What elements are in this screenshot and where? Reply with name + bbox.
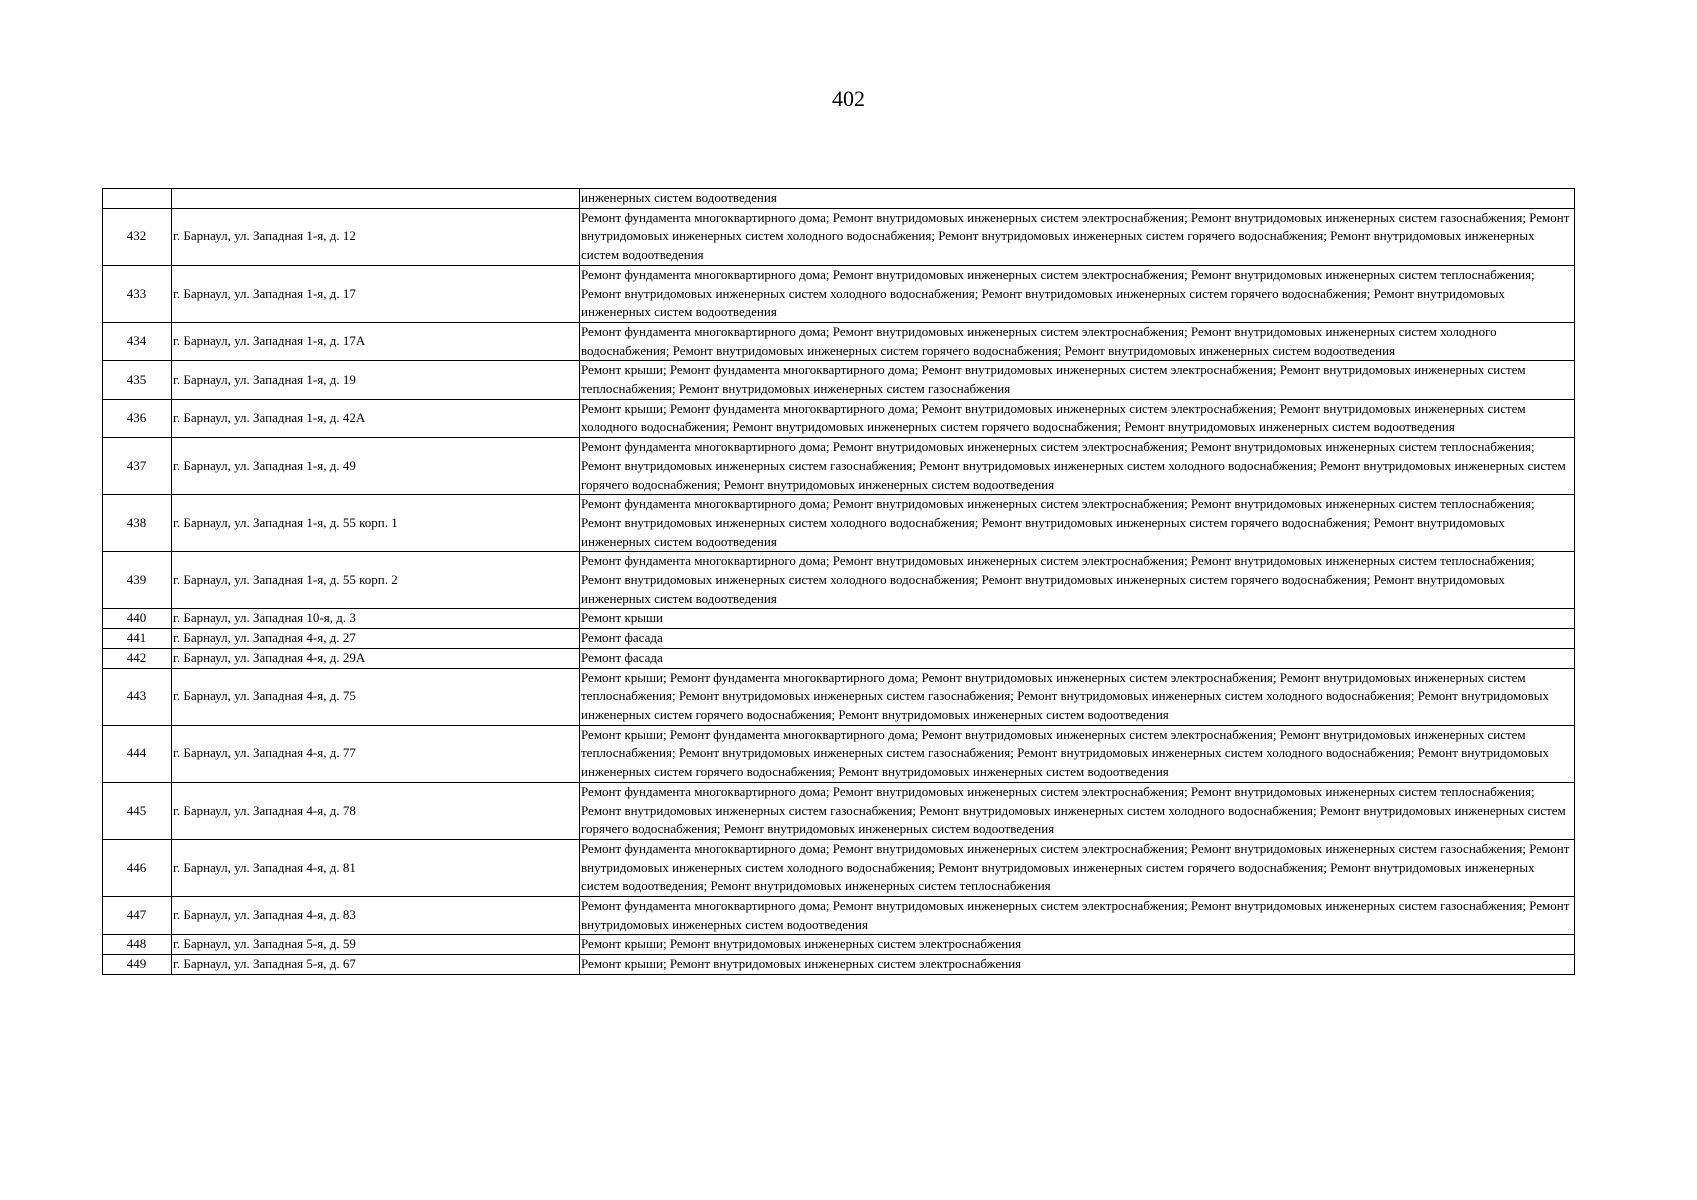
row-number: 445 — [103, 782, 172, 839]
building-address: г. Барнаул, ул. Западная 10-я, д. 3 — [172, 609, 580, 629]
repair-works: Ремонт фундамента многоквартирного дома; Ремонт внутридомовых инженерных систем электроснабжения; Ремонт внутридомовых инженерных систем теплоснабжения; Ремонт внутридомовых инженерных систем газоснабжения; Ремонт внутридомовых инженерных систем холодного водоснабжения; Ремонт внутридомовых инженерных систем горячего водоснабжения; Ремонт внутридомовых инженерных систем водоотведения — [580, 438, 1575, 495]
repair-works: Ремонт фундамента многоквартирного дома; Ремонт внутридомовых инженерных систем электроснабжения; Ремонт внутридомовых инженерных систем теплоснабжения; Ремонт внутридомовых инженерных систем холодного водоснабжения; Ремонт внутридомовых инженерных систем горячего водоснабжения; Ремонт внутридомовых инженерных систем водоотведения — [580, 552, 1575, 609]
table-row — [103, 322, 1575, 360]
row-number: 447 — [103, 897, 172, 935]
repair-works: Ремонт фундамента многоквартирного дома; Ремонт внутридомовых инженерных систем электроснабжения; Ремонт внутридомовых инженерных систем теплоснабжения; Ремонт внутридомовых инженерных систем холодного водоснабжения; Ремонт внутридомовых инженерных систем горячего водоснабжения; Ремонт внутридомовых инженерных систем водоотведения — [580, 495, 1575, 552]
repair-works: Ремонт фасада — [580, 648, 1575, 668]
repair-works: Ремонт фундамента многоквартирного дома; Ремонт внутридомовых инженерных систем электроснабжения; Ремонт внутридомовых инженерных систем теплоснабжения; Ремонт внутридомовых инженерных систем холодного водоснабжения; Ремонт внутридомовых инженерных систем горячего водоснабжения; Ремонт внутридомовых инженерных систем водоотведения — [580, 265, 1575, 322]
building-address — [172, 189, 580, 209]
row-number: 448 — [103, 935, 172, 955]
building-address: г. Барнаул, ул. Западная 1-я, д. 49 — [172, 438, 580, 495]
table-row — [103, 208, 1575, 265]
building-address: г. Барнаул, ул. Западная 4-я, д. 83 — [172, 897, 580, 935]
table-row — [103, 399, 1575, 437]
building-address: г. Барнаул, ул. Западная 4-я, д. 27 — [172, 629, 580, 649]
building-address: г. Барнаул, ул. Западная 4-я, д. 78 — [172, 782, 580, 839]
table-row — [103, 495, 1575, 552]
table-row — [103, 438, 1575, 495]
repair-works: Ремонт фасада — [580, 629, 1575, 649]
table-row — [103, 725, 1575, 782]
repair-works: Ремонт крыши; Ремонт фундамента многоквартирного дома; Ремонт внутридомовых инженерных систем электроснабжения; Ремонт внутридомовых инженерных систем теплоснабжения; Ремонт внутридомовых инженерных систем газоснабжения; Ремонт внутридомовых инженерных систем холодного водоснабжения; Ремонт внутридомовых инженерных систем горячего водоснабжения; Ремонт внутридомовых инженерных систем водоотведения — [580, 725, 1575, 782]
repair-works: Ремонт фундамента многоквартирного дома; Ремонт внутридомовых инженерных систем электроснабжения; Ремонт внутридомовых инженерных систем газоснабжения; Ремонт внутридомовых инженерных систем холодного водоснабжения; Ремонт внутридомовых инженерных систем горячего водоснабжения; Ремонт внутридомовых инженерных систем водоотведения; Ремонт внутридомовых инженерных систем теплоснабжения — [580, 839, 1575, 896]
row-number: 437 — [103, 438, 172, 495]
table-row — [103, 629, 1575, 649]
repair-works: Ремонт крыши; Ремонт фундамента многоквартирного дома; Ремонт внутридомовых инженерных систем электроснабжения; Ремонт внутридомовых инженерных систем теплоснабжения; Ремонт внутридомовых инженерных систем газоснабжения; Ремонт внутридомовых инженерных систем холодного водоснабжения; Ремонт внутридомовых инженерных систем горячего водоснабжения; Ремонт внутридомовых инженерных систем водоотведения — [580, 668, 1575, 725]
row-number: 442 — [103, 648, 172, 668]
table-row — [103, 955, 1575, 975]
building-address: г. Барнаул, ул. Западная 1-я, д. 55 корп. 2 — [172, 552, 580, 609]
row-number: 446 — [103, 839, 172, 896]
row-number: 440 — [103, 609, 172, 629]
repair-works: Ремонт крыши; Ремонт фундамента многоквартирного дома; Ремонт внутридомовых инженерных систем электроснабжения; Ремонт внутридомовых инженерных систем холодного водоснабжения; Ремонт внутридомовых инженерных систем горячего водоснабжения; Ремонт внутридомовых инженерных систем водоотведения — [580, 399, 1575, 437]
repair-works: Ремонт крыши — [580, 609, 1575, 629]
page-number: 402 — [832, 86, 865, 111]
repair-works-table — [102, 188, 1575, 975]
repair-works: Ремонт крыши; Ремонт внутридомовых инженерных систем электроснабжения — [580, 935, 1575, 955]
building-address: г. Барнаул, ул. Западная 1-я, д. 19 — [172, 361, 580, 399]
building-address: г. Барнаул, ул. Западная 5-я, д. 59 — [172, 935, 580, 955]
building-address: г. Барнаул, ул. Западная 4-я, д. 29А — [172, 648, 580, 668]
repair-works: Ремонт фундамента многоквартирного дома; Ремонт внутридомовых инженерных систем электроснабжения; Ремонт внутридомовых инженерных систем газоснабжения; Ремонт внутридомовых инженерных систем водоотведения — [580, 897, 1575, 935]
repair-works: инженерных систем водоотведения — [580, 189, 1575, 209]
row-number: 443 — [103, 668, 172, 725]
building-address: г. Барнаул, ул. Западная 1-я, д. 12 — [172, 208, 580, 265]
row-number: 449 — [103, 955, 172, 975]
repair-works: Ремонт крыши; Ремонт фундамента многоквартирного дома; Ремонт внутридомовых инженерных систем электроснабжения; Ремонт внутридомовых инженерных систем теплоснабжения; Ремонт внутридомовых инженерных систем газоснабжения — [580, 361, 1575, 399]
building-address: г. Барнаул, ул. Западная 1-я, д. 17 — [172, 265, 580, 322]
repair-works: Ремонт фундамента многоквартирного дома; Ремонт внутридомовых инженерных систем электроснабжения; Ремонт внутридомовых инженерных систем теплоснабжения; Ремонт внутридомовых инженерных систем газоснабжения; Ремонт внутридомовых инженерных систем холодного водоснабжения; Ремонт внутридомовых инженерных систем горячего водоснабжения; Ремонт внутридомовых инженерных систем водоотведения — [580, 782, 1575, 839]
row-number: 434 — [103, 322, 172, 360]
table-row — [103, 361, 1575, 399]
building-address: г. Барнаул, ул. Западная 1-я, д. 17А — [172, 322, 580, 360]
table-row — [103, 648, 1575, 668]
row-number: 433 — [103, 265, 172, 322]
table-body — [103, 189, 1575, 975]
building-address: г. Барнаул, ул. Западная 5-я, д. 67 — [172, 955, 580, 975]
building-address: г. Барнаул, ул. Западная 4-я, д. 81 — [172, 839, 580, 896]
building-address: г. Барнаул, ул. Западная 1-я, д. 55 корп. 1 — [172, 495, 580, 552]
row-number: 439 — [103, 552, 172, 609]
repair-works: Ремонт фундамента многоквартирного дома; Ремонт внутридомовых инженерных систем электроснабжения; Ремонт внутридомовых инженерных систем холодного водоснабжения; Ремонт внутридомовых инженерных систем горячего водоснабжения; Ремонт внутридомовых инженерных систем водоотведения — [580, 322, 1575, 360]
repair-works: Ремонт крыши; Ремонт внутридомовых инженерных систем электроснабжения — [580, 955, 1575, 975]
table-row — [103, 935, 1575, 955]
table-row — [103, 839, 1575, 896]
row-number: 444 — [103, 725, 172, 782]
table-row — [103, 782, 1575, 839]
row-number — [103, 189, 172, 209]
row-number: 441 — [103, 629, 172, 649]
row-number: 435 — [103, 361, 172, 399]
table-row — [103, 552, 1575, 609]
repair-works: Ремонт фундамента многоквартирного дома; Ремонт внутридомовых инженерных систем электроснабжения; Ремонт внутридомовых инженерных систем газоснабжения; Ремонт внутридомовых инженерных систем холодного водоснабжения; Ремонт внутридомовых инженерных систем горячего водоснабжения; Ремонт внутридомовых инженерных систем водоотведения — [580, 208, 1575, 265]
table-row — [103, 265, 1575, 322]
row-number: 438 — [103, 495, 172, 552]
building-address: г. Барнаул, ул. Западная 4-я, д. 75 — [172, 668, 580, 725]
building-address: г. Барнаул, ул. Западная 4-я, д. 77 — [172, 725, 580, 782]
table-row — [103, 668, 1575, 725]
table-row — [103, 189, 1575, 209]
building-address: г. Барнаул, ул. Западная 1-я, д. 42А — [172, 399, 580, 437]
row-number: 436 — [103, 399, 172, 437]
row-number: 432 — [103, 208, 172, 265]
table-row — [103, 609, 1575, 629]
table-row — [103, 897, 1575, 935]
